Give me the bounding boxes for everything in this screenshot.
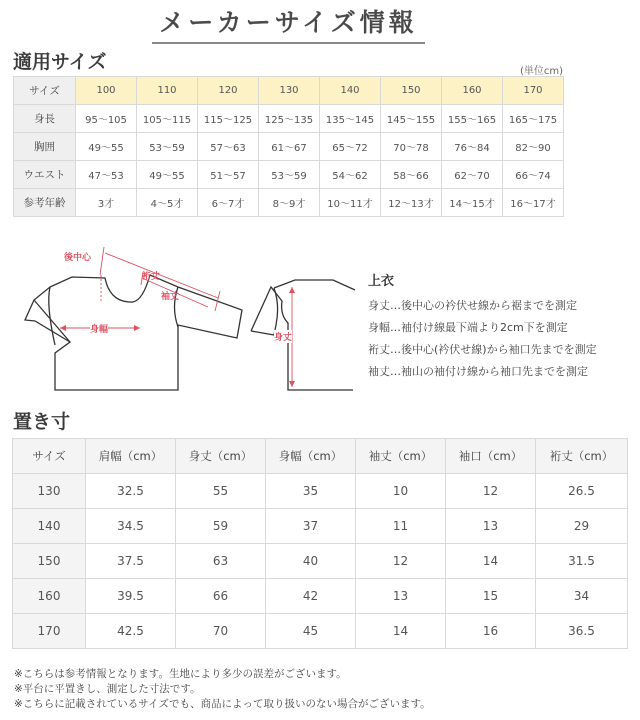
measurement-legend xyxy=(368,270,597,383)
table-cell: 36.5 xyxy=(536,614,628,649)
table-cell: 14 xyxy=(446,544,536,579)
table-cell: 145〜155 xyxy=(381,105,442,133)
table-cell: 76〜84 xyxy=(442,133,503,161)
column-header: 身丈（cm） xyxy=(176,439,266,474)
table-cell: 53〜59 xyxy=(137,133,198,161)
table-cell: 53〜59 xyxy=(259,161,320,189)
flat-measurements-heading: 置き寸 xyxy=(13,411,71,433)
size-cell: 130 xyxy=(13,474,86,509)
column-header: 袖口（cm） xyxy=(446,439,536,474)
table-row xyxy=(14,189,564,217)
table-cell: 61〜67 xyxy=(259,133,320,161)
column-header: 袖丈（cm） xyxy=(356,439,446,474)
size-column-header: 140 xyxy=(320,77,381,105)
table-cell: 16 xyxy=(446,614,536,649)
notes xyxy=(14,667,431,712)
row-header: 胸囲 xyxy=(14,133,76,161)
yuki-label: 裄丈 xyxy=(142,272,161,282)
size-column-header: 170 xyxy=(503,77,564,105)
table-cell: 4〜5才 xyxy=(137,189,198,217)
table-cell: 13 xyxy=(356,579,446,614)
table-cell: 49〜55 xyxy=(137,161,198,189)
table-cell: 55 xyxy=(176,474,266,509)
size-column-header: 130 xyxy=(259,77,320,105)
table-cell: 59 xyxy=(176,509,266,544)
table-row xyxy=(13,544,628,579)
legend-line: 裄丈…後中心(衿伏せ線)から袖口先までを測定 xyxy=(368,343,597,356)
table-row xyxy=(14,133,564,161)
row-header: サイズ xyxy=(14,77,76,105)
legend-line: 身丈…後中心の衿伏せ線から裾までを測定 xyxy=(368,299,577,312)
table-cell: 16〜17才 xyxy=(503,189,564,217)
size-column-header: 110 xyxy=(137,77,198,105)
table-cell: 35 xyxy=(266,474,356,509)
header-row xyxy=(13,439,628,474)
table-cell: 65〜72 xyxy=(320,133,381,161)
applicable-sizes-table xyxy=(13,76,564,217)
size-cell: 140 xyxy=(13,509,86,544)
table-cell: 42.5 xyxy=(86,614,176,649)
table-cell: 57〜63 xyxy=(198,133,259,161)
size-column-header: 160 xyxy=(442,77,503,105)
table-cell: 12 xyxy=(356,544,446,579)
table-cell: 125〜135 xyxy=(259,105,320,133)
table-cell: 82〜90 xyxy=(503,133,564,161)
table-row xyxy=(13,474,628,509)
table-cell: 58〜66 xyxy=(381,161,442,189)
table-cell: 66〜74 xyxy=(503,161,564,189)
table-row xyxy=(13,509,628,544)
size-cell: 150 xyxy=(13,544,86,579)
note-line: ※こちらに記載されているサイズでも、商品によって取り扱いのない場合がございます。 xyxy=(14,698,431,710)
table-cell: 14 xyxy=(356,614,446,649)
table-cell: 62〜70 xyxy=(442,161,503,189)
column-header: サイズ xyxy=(13,439,86,474)
size-cell: 170 xyxy=(13,614,86,649)
table-cell: 95〜105 xyxy=(76,105,137,133)
sleeve-length-label: 袖丈 xyxy=(161,292,180,302)
table-cell: 12 xyxy=(446,474,536,509)
table-cell: 135〜145 xyxy=(320,105,381,133)
legend-line: 袖丈…袖山の袖付け線から袖口先までを測定 xyxy=(368,365,588,378)
table-cell: 12〜13才 xyxy=(381,189,442,217)
size-column-header: 150 xyxy=(381,77,442,105)
body-length-label: 身丈 xyxy=(274,330,292,343)
title-underline xyxy=(152,42,425,44)
table-cell: 34.5 xyxy=(86,509,176,544)
table-cell: 10〜11才 xyxy=(320,189,381,217)
shirt-outline-icon xyxy=(10,235,355,395)
back-center-label: 後中心 xyxy=(64,253,92,263)
table-cell: 54〜62 xyxy=(320,161,381,189)
table-cell: 70〜78 xyxy=(381,133,442,161)
table-cell: 66 xyxy=(176,579,266,614)
row-header: 参考年齢 xyxy=(14,189,76,217)
table-cell: 34 xyxy=(536,579,628,614)
table-cell: 3才 xyxy=(76,189,137,217)
column-header: 身幅（cm） xyxy=(266,439,356,474)
body-width-label: 身幅 xyxy=(90,322,108,335)
table-cell: 165〜175 xyxy=(503,105,564,133)
table-cell: 155〜165 xyxy=(442,105,503,133)
table-cell: 31.5 xyxy=(536,544,628,579)
table-cell: 40 xyxy=(266,544,356,579)
table-cell: 14〜15才 xyxy=(442,189,503,217)
column-header: 裄丈（cm） xyxy=(536,439,628,474)
page-title: メーカーサイズ情報 xyxy=(159,8,418,37)
legend-line: 身幅…袖付け線最下端より2cm下を測定 xyxy=(368,321,568,334)
table-cell: 11 xyxy=(356,509,446,544)
table-cell: 10 xyxy=(356,474,446,509)
applicable-sizes-heading: 適用サイズ xyxy=(13,51,107,73)
row-header: 身長 xyxy=(14,105,76,133)
table-cell: 32.5 xyxy=(86,474,176,509)
table-cell: 26.5 xyxy=(536,474,628,509)
row-header: ウエスト xyxy=(14,161,76,189)
table-cell: 45 xyxy=(266,614,356,649)
garment-measurement-diagram xyxy=(10,235,355,395)
legend-title: 上衣 xyxy=(368,274,395,289)
size-column-header: 100 xyxy=(76,77,137,105)
note-line: ※こちらは参考情報となります。生地により多少の誤差がございます。 xyxy=(14,668,347,680)
table-cell: 63 xyxy=(176,544,266,579)
table-cell: 51〜57 xyxy=(198,161,259,189)
table-row xyxy=(14,105,564,133)
unit-note: (単位cm) xyxy=(520,66,564,77)
note-line: ※平台に平置きし、測定した寸法です。 xyxy=(14,683,201,695)
table-cell: 70 xyxy=(176,614,266,649)
table-cell: 37 xyxy=(266,509,356,544)
size-cell: 160 xyxy=(13,579,86,614)
column-header: 肩幅（cm） xyxy=(86,439,176,474)
flat-measurements-table xyxy=(12,438,628,649)
table-cell: 37.5 xyxy=(86,544,176,579)
size-column-header: 120 xyxy=(198,77,259,105)
table-cell: 6〜7才 xyxy=(198,189,259,217)
table-cell: 15 xyxy=(446,579,536,614)
table-cell: 29 xyxy=(536,509,628,544)
table-cell: 47〜53 xyxy=(76,161,137,189)
table-row xyxy=(13,614,628,649)
table-cell: 49〜55 xyxy=(76,133,137,161)
table-cell: 8〜9才 xyxy=(259,189,320,217)
table-cell: 105〜115 xyxy=(137,105,198,133)
table-cell: 13 xyxy=(446,509,536,544)
table-row xyxy=(14,161,564,189)
size-header-row xyxy=(14,77,564,105)
table-cell: 42 xyxy=(266,579,356,614)
table-row xyxy=(13,579,628,614)
table-cell: 39.5 xyxy=(86,579,176,614)
table-cell: 115〜125 xyxy=(198,105,259,133)
